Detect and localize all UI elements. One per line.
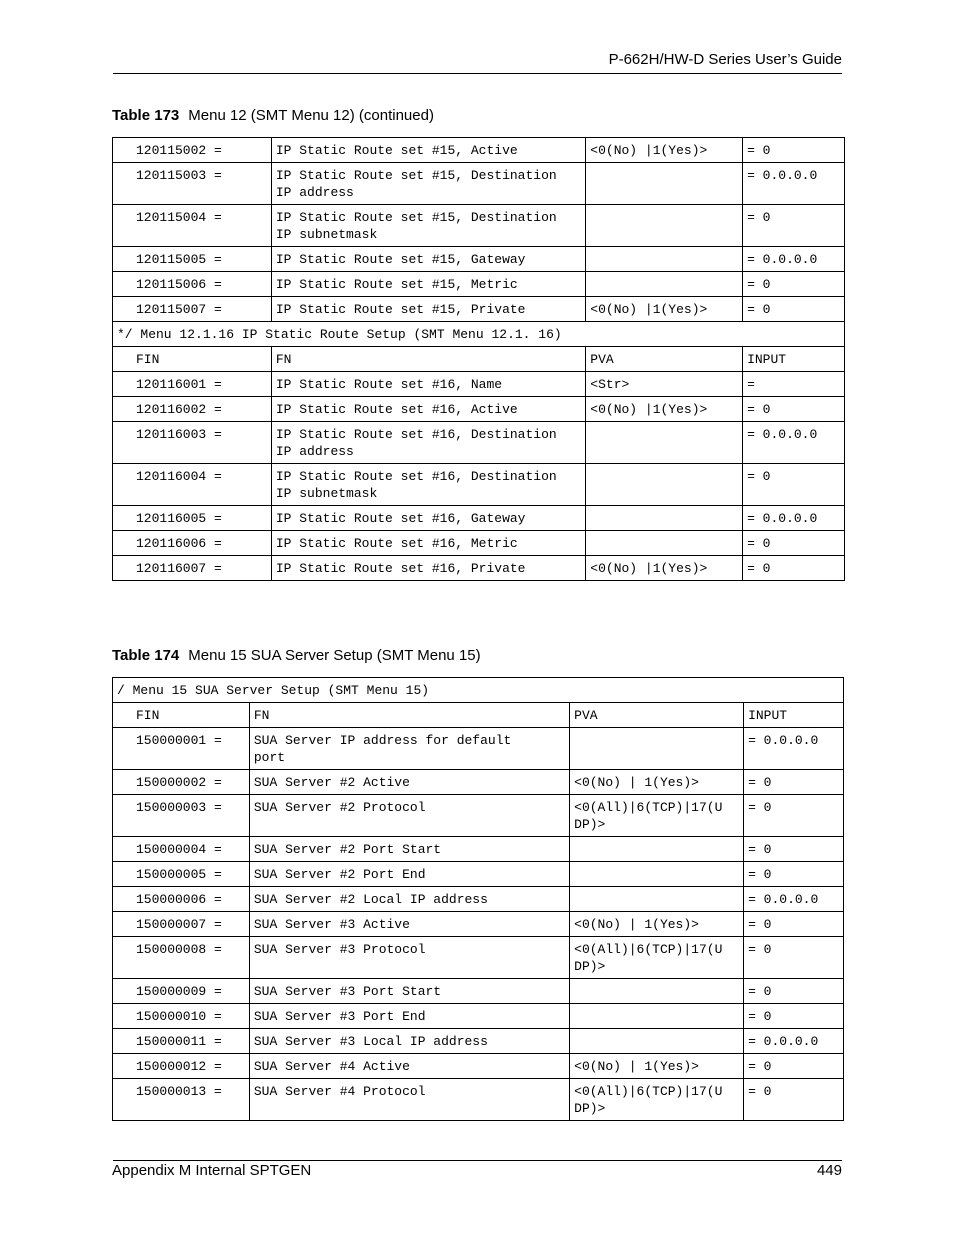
fn-cell: SUA Server #2 Active [253, 775, 410, 790]
table-row [113, 531, 845, 556]
input-cell: = 0.0.0.0 [747, 168, 818, 183]
pva-cell [574, 728, 739, 732]
table-row [113, 464, 845, 506]
table-row [113, 795, 844, 837]
input-cell: = 0.0.0.0 [748, 733, 819, 748]
table-row [113, 887, 844, 912]
pva-cell [590, 205, 738, 209]
table-row [113, 1004, 844, 1029]
input-cell: = 0 [748, 775, 772, 790]
fn-cell: IP Static Route set #15, Metric [275, 277, 518, 292]
fn-cell: SUA Server IP address for default port [253, 733, 512, 765]
header-rule [113, 73, 842, 74]
table-header-row [113, 703, 844, 728]
table-row [113, 163, 845, 205]
fn-cell: IP Static Route set #16, Private [275, 561, 526, 576]
table-row [113, 205, 845, 247]
input-cell: = 0.0.0.0 [748, 1034, 819, 1049]
fin-cell: 120115005 = [136, 252, 222, 267]
column-header-input: INPUT [747, 352, 787, 367]
fin-cell: 150000006 = [136, 892, 222, 907]
fn-cell: IP Static Route set #15, Destination IP address [275, 168, 557, 200]
pva-cell [574, 1004, 739, 1008]
input-cell: = 0 [748, 1009, 772, 1024]
input-cell: = 0 [748, 1059, 772, 1074]
fn-cell: IP Static Route set #16, Active [275, 402, 518, 417]
fn-cell: IP Static Route set #15, Destination IP subnetmask [275, 210, 557, 242]
fn-cell: SUA Server #2 Protocol [253, 800, 426, 815]
table-row [113, 770, 844, 795]
fn-cell: IP Static Route set #15, Active [275, 143, 518, 158]
column-header-fin: FIN [136, 708, 160, 723]
fn-cell: SUA Server #3 Active [253, 917, 410, 932]
fin-cell: 150000010 = [136, 1009, 222, 1024]
input-cell: = 0 [748, 1084, 772, 1099]
fin-cell: 150000009 = [136, 984, 222, 999]
fin-cell: 150000003 = [136, 800, 222, 815]
fin-cell: 120116007 = [136, 561, 222, 576]
fn-cell: IP Static Route set #16, Destination IP address [275, 427, 557, 459]
fin-cell: 120116001 = [136, 377, 222, 392]
input-cell: = 0 [747, 402, 771, 417]
table-section-row [113, 678, 844, 703]
input-cell: = 0 [748, 842, 772, 857]
fin-cell: 120116004 = [136, 469, 222, 484]
pva-cell [574, 1029, 739, 1033]
input-cell: = 0 [747, 536, 771, 551]
fin-cell: 120116003 = [136, 427, 222, 442]
column-header-input: INPUT [748, 708, 788, 723]
fn-cell: IP Static Route set #16, Name [275, 377, 503, 392]
fn-cell: IP Static Route set #15, Private [275, 302, 526, 317]
input-cell: = 0.0.0.0 [747, 511, 818, 526]
pva-cell: <0(No) |1(Yes)> [590, 302, 708, 317]
fn-cell: SUA Server #3 Protocol [253, 942, 426, 957]
fin-cell: 150000013 = [136, 1084, 222, 1099]
table-row [113, 912, 844, 937]
fin-cell: 150000007 = [136, 917, 222, 932]
fin-cell: 120116002 = [136, 402, 222, 417]
pva-cell: <0(No) | 1(Yes)> [574, 1059, 699, 1074]
column-header-fin: FIN [136, 352, 160, 367]
pva-cell: <0(No) |1(Yes)> [590, 402, 708, 417]
table-row [113, 138, 845, 163]
table-174 [112, 677, 844, 1121]
table-row [113, 979, 844, 1004]
pva-cell [574, 887, 739, 891]
table-row [113, 862, 844, 887]
section-heading: / Menu 15 SUA Server Setup (SMT Menu 15) [117, 683, 430, 698]
fn-cell: SUA Server #3 Port Start [253, 984, 442, 999]
running-header: P-662H/HW-D Series User’s Guide [608, 51, 842, 68]
pva-cell [590, 247, 738, 251]
column-header-fn: FN [253, 708, 270, 723]
table-174-label: Table 174 [112, 647, 180, 664]
column-header-pva: PVA [590, 352, 614, 367]
pva-cell: <0(All)|6(TCP)|17(U DP)> [574, 800, 723, 832]
fin-cell: 150000012 = [136, 1059, 222, 1074]
fin-cell: 150000004 = [136, 842, 222, 857]
input-cell: = 0.0.0.0 [747, 427, 818, 442]
table-174-caption [112, 647, 481, 664]
input-cell: = 0 [747, 143, 771, 158]
input-cell: = 0 [748, 800, 772, 815]
fn-cell: IP Static Route set #15, Gateway [275, 252, 526, 267]
pva-cell [574, 862, 739, 866]
input-cell: = 0 [747, 561, 771, 576]
pva-cell [590, 531, 738, 535]
fn-cell: SUA Server #2 Local IP address [253, 892, 488, 907]
pva-cell: <0(No) | 1(Yes)> [574, 917, 699, 932]
input-cell: = 0 [747, 469, 771, 484]
table-row [113, 297, 845, 322]
fin-cell: 150000002 = [136, 775, 222, 790]
footer-section-title: Appendix M Internal SPTGEN [112, 1162, 312, 1179]
fn-cell: SUA Server #4 Protocol [253, 1084, 426, 1099]
column-header-fn: FN [275, 352, 292, 367]
fin-cell: 120115007 = [136, 302, 222, 317]
fin-cell: 150000005 = [136, 867, 222, 882]
fn-cell: SUA Server #3 Port End [253, 1009, 426, 1024]
pva-cell: <Str> [590, 377, 630, 392]
table-row [113, 506, 845, 531]
table-173-title: Menu 12 (SMT Menu 12) (continued) [188, 107, 434, 124]
pva-cell [590, 506, 738, 510]
table-section-row [113, 322, 845, 347]
pva-cell [590, 464, 738, 468]
pva-cell [590, 272, 738, 276]
input-cell: = [747, 377, 755, 392]
section-heading: */ Menu 12.1.16 IP Static Route Setup (SMT Menu 12.1. 16) [117, 327, 562, 342]
table-row [113, 837, 844, 862]
input-cell: = 0 [747, 210, 771, 225]
table-row [113, 1054, 844, 1079]
pva-cell [574, 979, 739, 983]
pva-cell: <0(No) | 1(Yes)> [574, 775, 699, 790]
table-row [113, 556, 845, 581]
pva-cell: <0(All)|6(TCP)|17(U DP)> [574, 1084, 723, 1116]
table-row [113, 422, 845, 464]
fin-cell: 120116006 = [136, 536, 222, 551]
input-cell: = 0 [747, 302, 771, 317]
table-row [113, 272, 845, 297]
table-row [113, 728, 844, 770]
fin-cell: 150000008 = [136, 942, 222, 957]
fn-cell: SUA Server #2 Port Start [253, 842, 442, 857]
fn-cell: IP Static Route set #16, Gateway [275, 511, 526, 526]
input-cell: = 0 [747, 277, 771, 292]
table-row [113, 372, 845, 397]
fin-cell: 150000001 = [136, 733, 222, 748]
fn-cell: IP Static Route set #16, Metric [275, 536, 518, 551]
table-row [113, 247, 845, 272]
fn-cell: SUA Server #4 Active [253, 1059, 410, 1074]
fin-cell: 120115002 = [136, 143, 222, 158]
input-cell: = 0 [748, 942, 772, 957]
fin-cell: 120115004 = [136, 210, 222, 225]
pva-cell: <0(All)|6(TCP)|17(U DP)> [574, 942, 723, 974]
input-cell: = 0 [748, 917, 772, 932]
fin-cell: 120116005 = [136, 511, 222, 526]
fn-cell: SUA Server #2 Port End [253, 867, 426, 882]
table-174-title: Menu 15 SUA Server Setup (SMT Menu 15) [188, 647, 481, 664]
table-173 [112, 137, 845, 581]
table-row [113, 937, 844, 979]
pva-cell: <0(No) |1(Yes)> [590, 561, 708, 576]
input-cell: = 0.0.0.0 [747, 252, 818, 267]
page-number: 449 [816, 1162, 842, 1179]
fin-cell: 120115006 = [136, 277, 222, 292]
table-row [113, 397, 845, 422]
fn-cell: IP Static Route set #16, Destination IP subnetmask [275, 469, 557, 501]
table-173-caption [112, 107, 434, 124]
table-row [113, 1079, 844, 1121]
pva-cell [574, 837, 739, 841]
footer-rule [113, 1160, 842, 1161]
column-header-pva: PVA [574, 708, 598, 723]
fin-cell: 150000011 = [136, 1034, 222, 1049]
pva-cell: <0(No) |1(Yes)> [590, 143, 708, 158]
fn-cell: SUA Server #3 Local IP address [253, 1034, 488, 1049]
table-row [113, 1029, 844, 1054]
input-cell: = 0 [748, 867, 772, 882]
input-cell: = 0 [748, 984, 772, 999]
pva-cell [590, 422, 738, 426]
fin-cell: 120115003 = [136, 168, 222, 183]
pva-cell [590, 163, 738, 167]
table-header-row [113, 347, 845, 372]
input-cell: = 0.0.0.0 [748, 892, 819, 907]
table-173-label: Table 173 [112, 107, 180, 124]
